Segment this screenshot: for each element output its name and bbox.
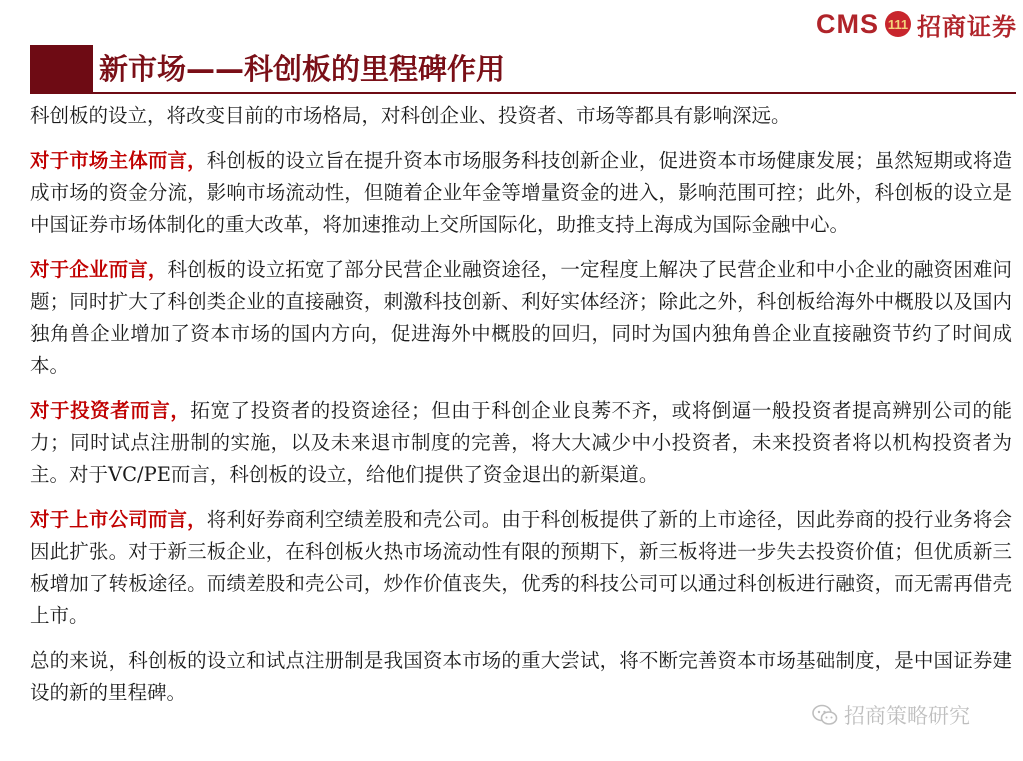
paragraph-text: 科创板的设立拓宽了部分民营企业融资途径，一定程度上解决了民营企业和中小企业的融资困难问题；同时扩大了科创类企业的直接融资，刺激科技创新、利好实体经济；除此之外，科创板给海外中概股以及国内独角兽企业增加了资本市场的国内方向，促进海外中概股的回归，同时为国内独角兽企业直接融资节约了时间成本。 [30,258,1012,377]
paragraph-lead: 对于上市公司而言， [30,508,207,531]
title-accent-block [30,45,93,93]
title-divider [30,92,1016,94]
paragraph-text: 科创板的设立旨在提升资本市场服务科技创新企业，促进资本市场健康发展；虽然短期或将造成市场的资金分流，影响市场流动性，但随着企业年金等增量资金的进入，影响范围可控；此外，科创板的设立是中国证券市场体制化的重大改革，将加速推动上交所国际化，助推支持上海成为国际金融中心。 [30,149,1012,236]
slide-body [30,100,1012,709]
paragraph-listed-company [30,504,1012,632]
paragraph-enterprise [30,254,1012,382]
paragraph-investor [30,395,1012,491]
logo-company-name: 招商证券 [917,12,1017,41]
paragraph-market [30,145,1012,241]
paragraph-lead: 对于企业而言， [30,258,168,281]
company-logo [816,8,1017,40]
paragraph-lead: 对于投资者而言， [30,399,191,422]
intro-paragraph: 科创板的设立，将改变目前的市场格局，对科创企业、投资者、市场等都具有影响深远。 [30,104,791,127]
conclusion-paragraph: 总的来说，科创板的设立和试点注册制是我国资本市场的重大尝试，将不断完善资本市场基础制度，是中国证券建设的新的里程碑。 [30,649,1012,704]
page-title: 新市场——科创板的里程碑作用 [99,52,506,86]
paragraph-lead: 对于市场主体而言， [30,149,207,172]
paragraph-text: 拓宽了投资者的投资途径；但由于科创企业良莠不齐，或将倒逼一般投资者提高辨别公司的能力；同时试点注册制的实施，以及未来退市制度的完善，将大大减少中小投资者，未来投资者将以机构投资者为主。对于VC/PE而言，科创板的设立，给他们提供了资金退出的新渠道。 [30,399,1012,486]
logo-cms-text: CMS [816,8,879,39]
paragraph-text: 将利好券商利空绩差股和壳公司。由于科创板提供了新的上市途径，因此券商的投行业务将会因此扩张。对于新三板企业，在科创板火热市场流动性有限的预期下，新三板将进一步失去投资价值；但优质新三板增加了转板途径。而绩差股和壳公司，炒作价值丧失，优秀的科技公司可以通过科创板进行融资，而无需再借壳上市。 [30,508,1012,627]
logo-badge-icon: 111 [885,11,911,37]
watermark-text: 招商策略研究 [844,704,970,728]
